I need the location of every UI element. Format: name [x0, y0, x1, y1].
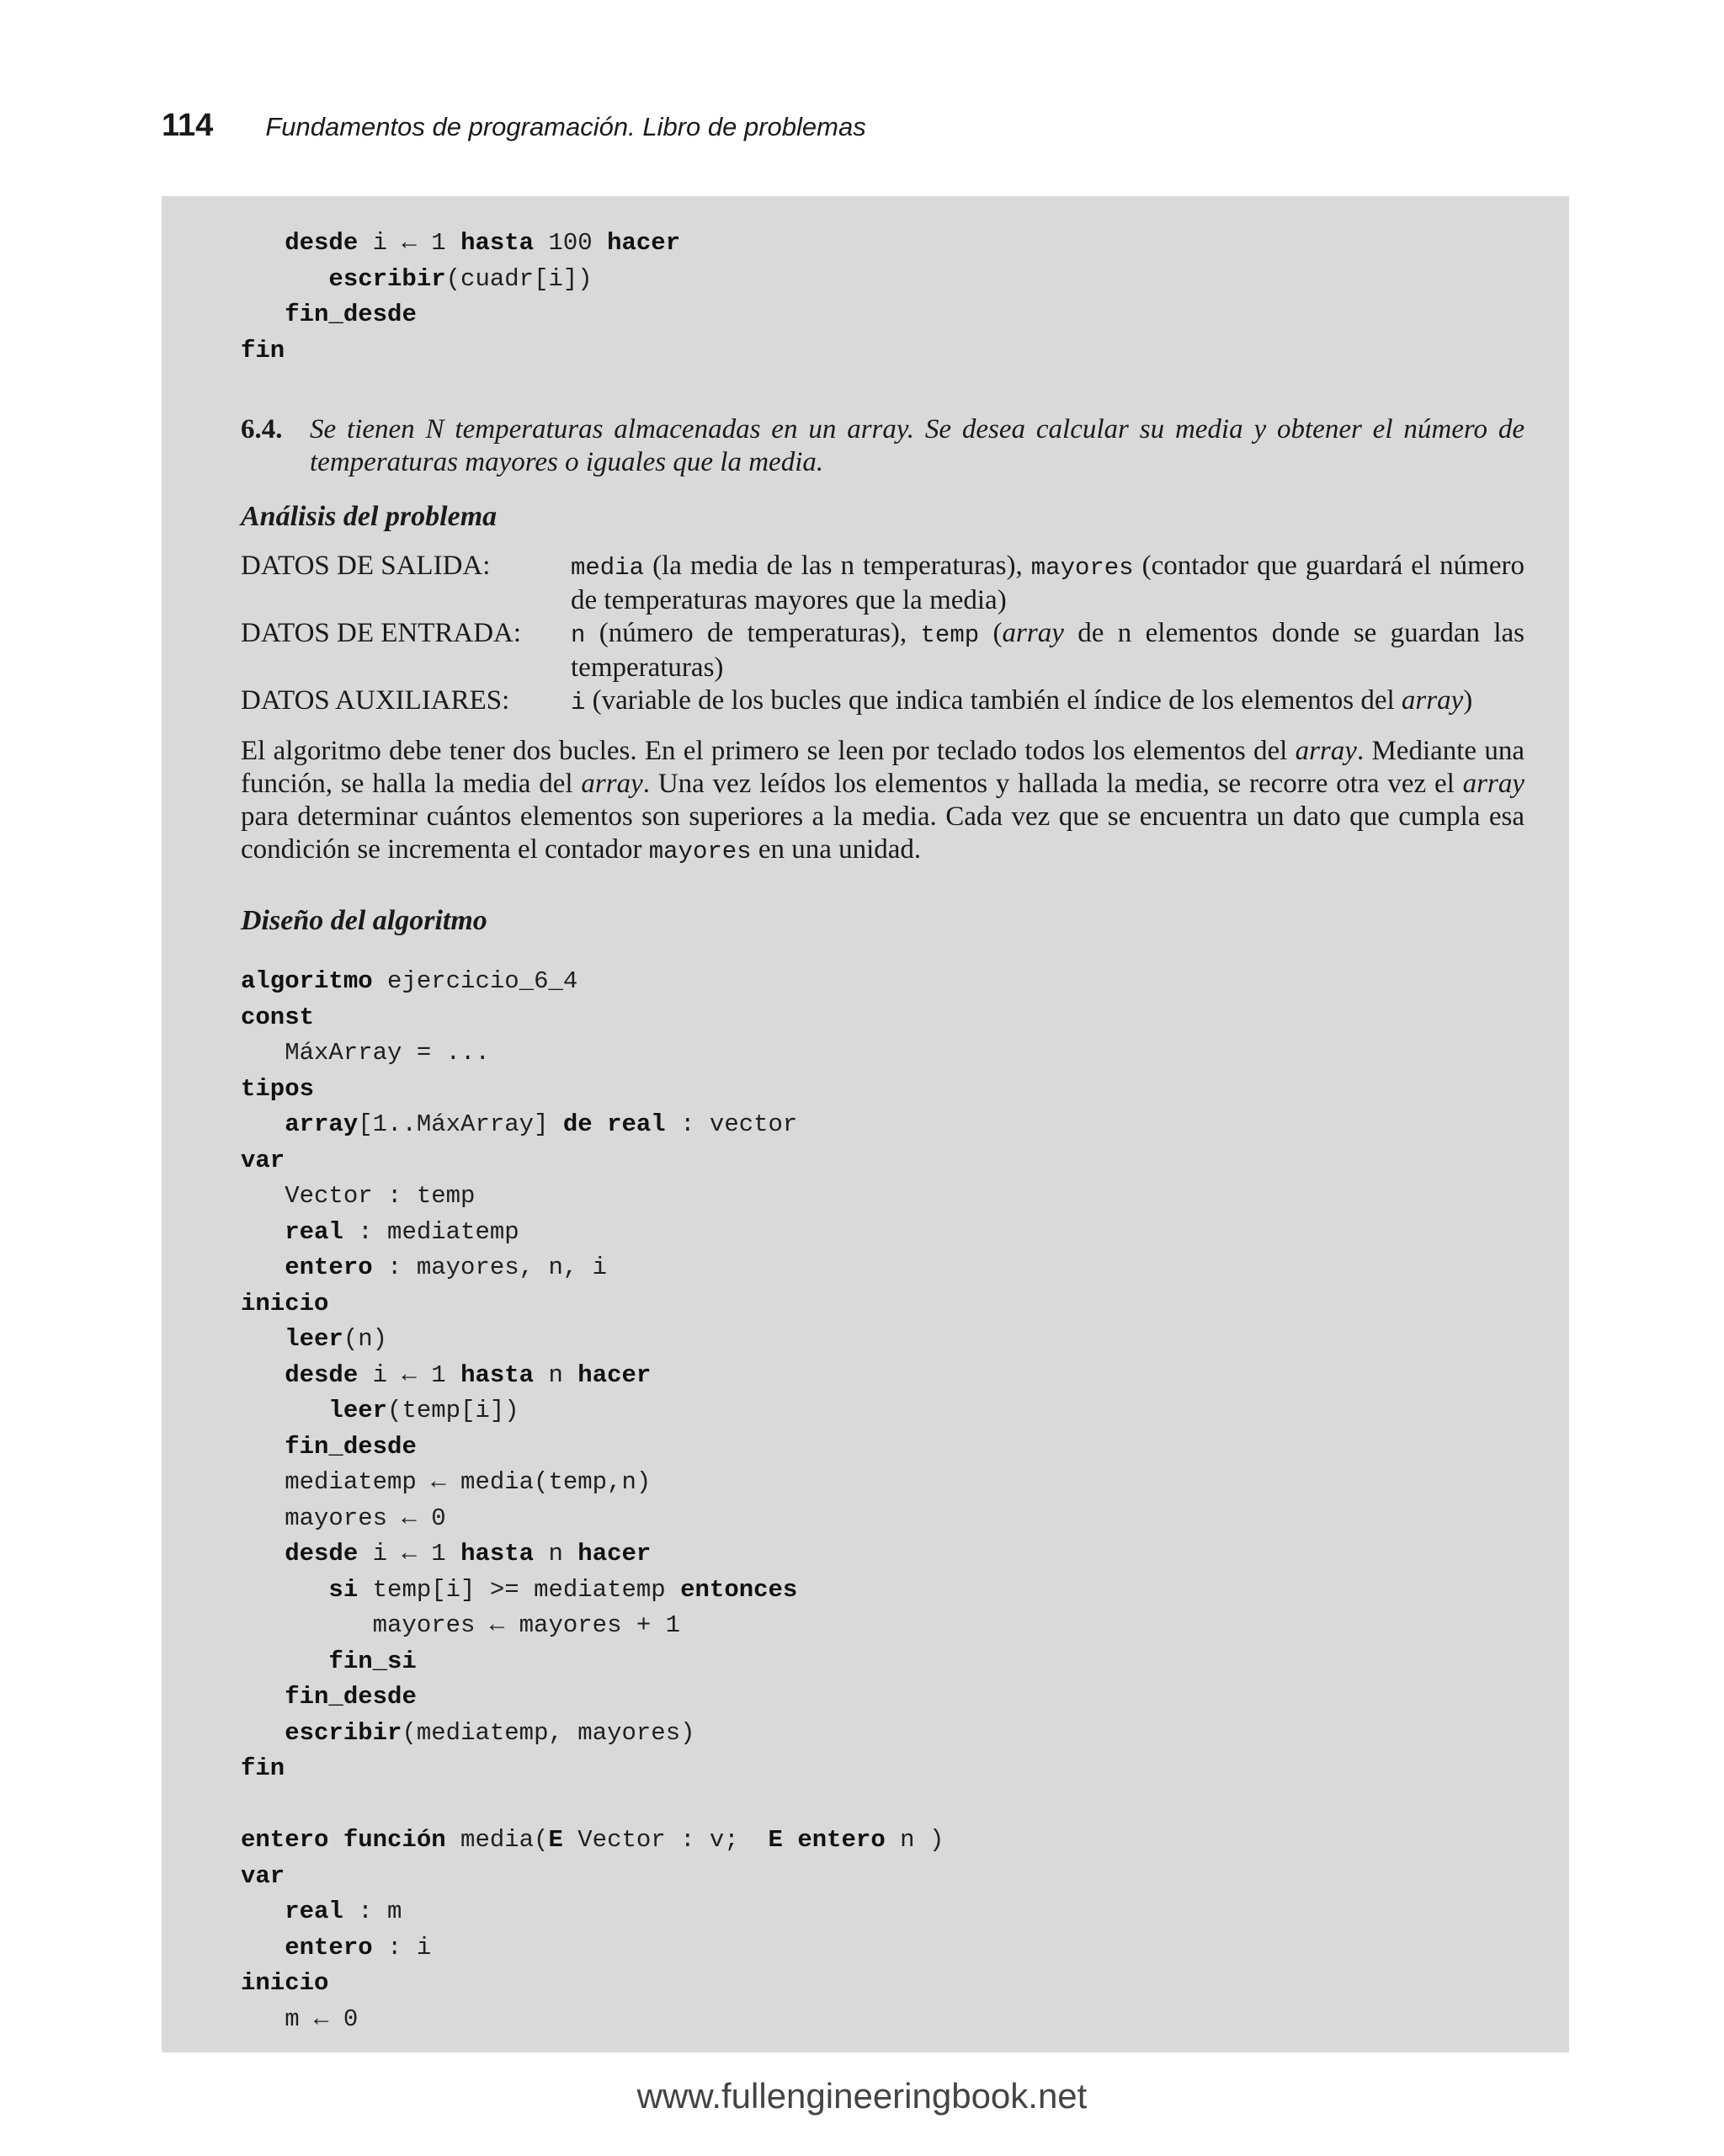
code-line [241, 1644, 944, 1680]
code-text [241, 1110, 285, 1138]
code-text: n [534, 1540, 578, 1568]
code-line [241, 1465, 944, 1501]
code-line [241, 2002, 944, 2038]
code-keyword: fin_desde [285, 1432, 417, 1461]
code-line [241, 1751, 944, 1787]
code-text [241, 1218, 285, 1246]
code-text: i ← 1 [358, 1540, 461, 1568]
analysis-heading: Análisis del problema [241, 501, 498, 532]
data-description [571, 617, 1524, 684]
code-line [241, 1107, 944, 1143]
code-keyword: var [241, 1146, 285, 1174]
code-text [241, 1719, 285, 1747]
inline-code: media [571, 554, 645, 582]
emphasis: array [1295, 736, 1357, 766]
code-line [241, 1322, 944, 1358]
code-keyword: entonces [680, 1575, 798, 1604]
code-keyword: fin_desde [285, 1683, 417, 1711]
code-text: : mayores, n, i [372, 1254, 608, 1281]
explanation-paragraph [241, 735, 1524, 868]
inline-code: temp [920, 621, 980, 649]
inline-code: i [571, 689, 586, 716]
code-line [241, 1966, 944, 2002]
code-text: : i [372, 1933, 432, 1962]
code-line [241, 1215, 944, 1251]
code-text: ejercicio_6_4 [372, 967, 578, 995]
problem-number: 6.4. [241, 414, 283, 445]
code-line [241, 1179, 944, 1215]
text-run: ( [979, 618, 1003, 648]
code-keyword: tipos [241, 1074, 315, 1103]
code-text [241, 1898, 285, 1925]
code-keyword: entero [285, 1933, 373, 1962]
code-line [241, 262, 680, 298]
code-line [241, 1608, 944, 1644]
emphasis: array [1462, 769, 1524, 799]
data-label: DATOS DE ENTRADA: [241, 618, 522, 648]
code-line [241, 226, 680, 262]
text-run: El algoritmo debe tener dos bucles. En el primero se leen por teclado todos los elementos del [241, 736, 1296, 766]
code-line [241, 1250, 944, 1286]
page-number: 114 [162, 108, 214, 143]
code-text: (n) [343, 1325, 388, 1353]
code-text [241, 1934, 285, 1962]
code-keyword: de real [562, 1110, 666, 1138]
data-row [241, 617, 1524, 684]
code-text: n ) [885, 1826, 944, 1854]
code-keyword: var [241, 1861, 285, 1890]
data-label: DATOS DE SALIDA: [241, 551, 491, 581]
content-panel [162, 196, 1569, 2052]
code-text [241, 1397, 328, 1424]
code-line [241, 1501, 944, 1537]
code-block-main [241, 964, 944, 2037]
design-heading: Diseño del algoritmo [241, 905, 487, 936]
code-text: : mediatemp [343, 1217, 519, 1246]
code-line [241, 1358, 944, 1394]
code-text: i ← 1 [358, 229, 461, 257]
code-line [241, 1680, 944, 1716]
code-text: [1..MáxArray] [358, 1110, 563, 1138]
code-text [241, 1325, 285, 1353]
code-line [241, 1286, 944, 1323]
code-keyword: real [285, 1898, 343, 1925]
code-keyword: si [328, 1575, 359, 1604]
code-line [241, 1000, 944, 1036]
code-text: MáxArray = ... [241, 1039, 490, 1067]
running-title: Fundamentos de programación. Libro de problemas [265, 112, 866, 141]
text-run: . Mediante una función, se halla la media del [241, 736, 1524, 799]
code-line [241, 1894, 944, 1930]
code-keyword: escribir [285, 1718, 402, 1747]
code-keyword: fin_desde [285, 301, 417, 328]
code-keyword: E [548, 1826, 563, 1854]
data-label: DATOS AUXILIARES: [241, 685, 510, 716]
code-line [241, 964, 944, 1000]
code-keyword: hasta [460, 229, 535, 257]
data-row [241, 550, 1524, 617]
code-keyword: hasta [460, 1540, 535, 1568]
code-line [241, 1716, 944, 1752]
code-line [241, 1035, 944, 1072]
data-definitions [241, 550, 1524, 719]
inline-code: mayores [1030, 554, 1134, 582]
code-text [241, 1433, 285, 1461]
code-line [241, 1573, 944, 1609]
text-run: para determinar cuántos elementos son superiores a la media. Cada vez que se encuentra un dato que cumpla esa condición se incrementa el contador [241, 801, 1524, 865]
code-text: i ← 1 [358, 1360, 461, 1389]
code-keyword: hasta [460, 1360, 535, 1389]
code-line [241, 1143, 944, 1179]
code-keyword: E entero [768, 1826, 886, 1854]
text-run: (la media de las n temperaturas), [644, 551, 1031, 581]
page-header [162, 108, 866, 150]
text-run: de n elementos donde se guardan las temperaturas) [571, 618, 1524, 683]
code-line [241, 333, 680, 370]
code-keyword: desde [285, 229, 359, 257]
code-text: temp[i] >= mediatemp [358, 1575, 681, 1604]
code-keyword: array [285, 1110, 359, 1138]
code-text: media( [445, 1826, 549, 1854]
code-keyword: entero función [241, 1826, 446, 1854]
code-keyword: fin_si [328, 1647, 417, 1675]
code-keyword: hacer [577, 1540, 652, 1568]
inline-code: mayores [648, 838, 752, 865]
data-description [571, 550, 1524, 617]
text-run: . Una vez leídos los elementos y hallada la media, se recorre otra vez el [642, 769, 1463, 799]
code-keyword: inicio [241, 1289, 329, 1318]
problem-statement [241, 413, 1524, 479]
code-text [241, 1361, 285, 1389]
text-run: en una unidad. [751, 834, 922, 865]
code-text: (mediatemp, mayores) [402, 1718, 695, 1747]
code-line [241, 1823, 944, 1859]
code-line [241, 1072, 944, 1108]
data-description [571, 684, 1524, 719]
code-text: m ← 0 [241, 2004, 359, 2033]
emphasis: array [1401, 685, 1464, 716]
code-keyword: escribir [328, 264, 446, 293]
code-text: (temp[i]) [387, 1397, 519, 1424]
code-text [241, 1576, 328, 1604]
code-keyword: entero [285, 1254, 373, 1281]
code-keyword: fin [241, 336, 285, 365]
code-line [241, 1393, 944, 1429]
code-text [241, 1254, 285, 1281]
code-line [241, 1930, 944, 1967]
code-text: Vector : v; [562, 1826, 769, 1854]
code-keyword: fin [241, 1754, 285, 1782]
code-text [241, 301, 285, 328]
inline-code: n [571, 621, 586, 649]
problem-text: Se tienen N temperaturas almacenadas en un array. Se desea calcular su media y obtener el número de temperaturas mayores o iguales que la media. [310, 414, 1524, 477]
code-text: : vector [665, 1110, 798, 1138]
code-block-top [241, 226, 680, 369]
code-text: Vector : temp [241, 1182, 476, 1210]
code-text [241, 265, 328, 293]
code-keyword: leer [328, 1397, 388, 1424]
footer-url: www.fullengineeringbook.net [636, 2076, 1088, 2116]
code-keyword: const [241, 1003, 315, 1031]
code-text [241, 1540, 285, 1568]
code-keyword: leer [285, 1325, 343, 1353]
code-text [241, 1648, 328, 1675]
code-text [241, 1683, 285, 1711]
code-text: 100 [534, 229, 608, 257]
emphasis: array [581, 769, 643, 799]
emphasis: array [1002, 618, 1064, 648]
code-text: mayores ← 0 [241, 1504, 446, 1532]
code-text: (cuadr[i]) [445, 264, 593, 293]
code-text: mayores ← mayores + 1 [241, 1611, 681, 1639]
code-keyword: inicio [241, 1969, 329, 1997]
code-text: : m [343, 1898, 402, 1925]
text-run: ) [1463, 685, 1473, 716]
code-text: mediatemp ← media(temp,n) [241, 1468, 652, 1496]
code-keyword: real [285, 1217, 343, 1246]
text-run: (número de temperaturas), [585, 618, 921, 648]
code-text: n [534, 1360, 578, 1389]
code-line [241, 1536, 944, 1573]
code-line [241, 1787, 944, 1823]
code-keyword: hacer [577, 1360, 652, 1389]
code-keyword: algoritmo [241, 967, 373, 995]
text-run: (variable de los bucles que indica también el índice de los elementos del [585, 685, 1402, 716]
code-keyword: desde [285, 1360, 359, 1389]
code-line [241, 1859, 944, 1895]
code-keyword: hacer [607, 229, 681, 257]
code-line [241, 1429, 944, 1466]
text-run: (contador que guardará el número de temperaturas mayores que la media) [571, 551, 1524, 615]
code-text [241, 229, 285, 257]
code-line [241, 297, 680, 333]
data-row [241, 684, 1524, 719]
code-keyword: desde [285, 1540, 359, 1568]
